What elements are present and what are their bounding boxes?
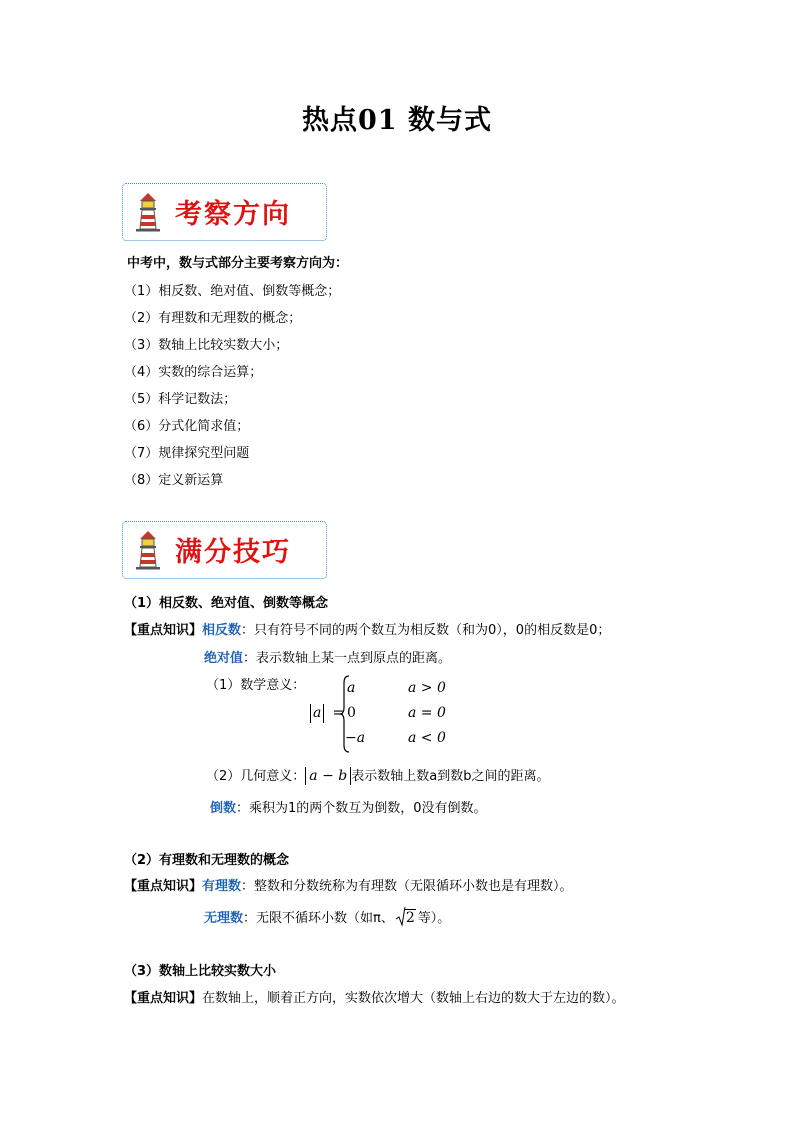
sub-point: （2）几何意义： a − b 表示数轴上数a到数b之间的距离。 [206, 768, 550, 784]
knowledge-line [124, 987, 625, 1006]
topic-heading: （2）有理数和无理数的概念 [124, 853, 290, 868]
section-title: 满分技巧 [175, 537, 291, 568]
knowledge-line [210, 797, 487, 816]
list-item: （5）科学记数法； [124, 392, 237, 407]
term-definition: 在数轴上，顺着正方向，实数依次增大（数轴上右边的数大于左边的数）。 [202, 991, 625, 1006]
page-title: 热点01 数与式 [302, 105, 492, 136]
case-condition: a > 0 [408, 680, 446, 696]
term-label: 有理数 [202, 879, 242, 894]
list-item: （6）分式化简求值； [124, 419, 250, 434]
case-condition: a = 0 [408, 705, 446, 721]
sub-point: （1）数学意义： [206, 678, 306, 693]
knowledge-line: 无理数：无限不循环小数（如π、 2 等）。 [204, 907, 450, 926]
knowledge-line [124, 619, 610, 638]
list-item: （2）有理数和无理数的概念； [124, 311, 302, 326]
term-label: 无理数 [204, 911, 244, 926]
lighthouse-icon [133, 530, 163, 570]
topic-heading: （3）数轴上比较实数大小 [124, 964, 277, 979]
case-value: 0 [347, 705, 356, 721]
case-value: a [347, 680, 356, 696]
term-definition: ：无限不循环小数（如π、 [243, 911, 394, 926]
abs-value-lhs: a = [310, 702, 344, 723]
list-item: （8）定义新运算 [124, 473, 224, 488]
sqrt-symbol: 2 [396, 910, 416, 926]
knowledge-line [204, 647, 451, 666]
knowledge-line [124, 875, 573, 894]
list-item: （1）相反数、绝对值、倒数等概念； [124, 284, 341, 299]
abs-expression: a − b [305, 767, 351, 785]
term-label: 绝对值 [204, 651, 244, 666]
term-definition: ：只有符号不同的两个数互为相反数（和为0），0的相反数是0； [241, 623, 611, 638]
lighthouse-icon [133, 192, 163, 232]
section-title: 考察方向 [175, 199, 291, 230]
term-label: 倒数 [210, 801, 237, 816]
knowledge-tag: 【重点知识】 [124, 879, 203, 894]
case-condition: a < 0 [408, 730, 446, 746]
knowledge-tag: 【重点知识】 [124, 623, 203, 638]
section-header-tips [122, 521, 327, 579]
list-item: （4）实数的综合运算； [124, 365, 263, 380]
term-definition: ：表示数轴上某一点到原点的距离。 [243, 651, 452, 666]
topic-heading: （1）相反数、绝对值、倒数等概念 [124, 596, 329, 611]
term-definition: ：乘积为1的两个数互为倒数，0没有倒数。 [236, 801, 487, 816]
knowledge-tag: 【重点知识】 [124, 991, 203, 1006]
section-header-exam-focus [122, 183, 327, 241]
term-label: 相反数 [202, 623, 242, 638]
term-definition: ：整数和分数统称为有理数（无限循环小数也是有理数）。 [241, 879, 573, 894]
case-value: −a [345, 730, 366, 746]
list-item: （7）规律探究型问题 [124, 446, 250, 461]
list-item: （3）数轴上比较实数大小； [124, 338, 289, 353]
section-intro: 中考中，数与式部分主要考察方向为： [127, 256, 349, 271]
